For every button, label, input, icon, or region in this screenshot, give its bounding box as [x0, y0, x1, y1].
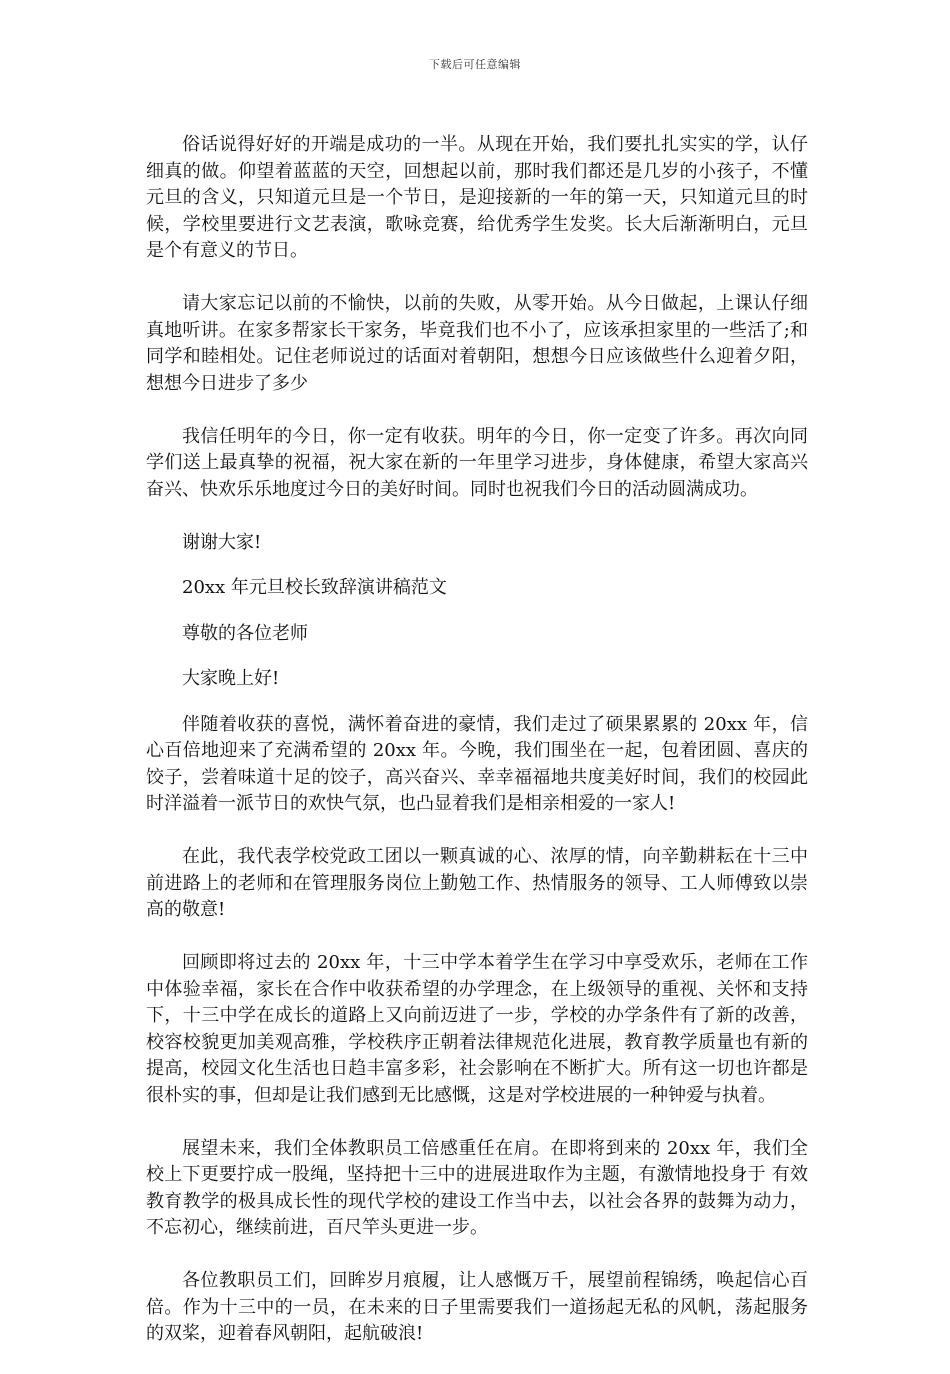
document-body	[146, 132, 808, 1374]
paragraph-7: 展望未来，我们全体教职员工倍感重任在肩。在即将到来的 20xx 年，我们全校上下更要拧成一股绳，坚持把十三中的进展进取作为主题，有激情地投身于 有效教育教学的极具成长性的现代学校的建设工作当中去，以社会各界的鼓舞为动力，不忘初心，继续前进，百尺竿头更进一步。	[146, 1137, 808, 1238]
paragraph-3: 我信任明年的今日，你一定有收获。明年的今日，你一定变了许多。再次向同学们送上最真挚的祝福，祝大家在新的一年里学习进步，身体健康，希望大家高兴奋兴、快欢乐乐地度过今日的美好时间。同时也祝我们今日的活动圆满成功。	[146, 425, 808, 500]
page-header: 下载后可任意编辑	[429, 58, 521, 71]
speech-title: 20xx 年元旦校长致辞演讲稿范文	[182, 577, 447, 598]
salutation: 尊敬的各位老师	[182, 622, 308, 644]
paragraph-5: 在此，我代表学校党政工团以一颗真诚的心、浓厚的情，向辛勤耕耘在十三中前进路上的老师和在管理服务岗位上勤勉工作、热情服务的领导、工人师傅致以崇高的敬意!	[146, 846, 808, 920]
greeting: 大家晚上好!	[182, 668, 280, 689]
paragraph-4: 伴随着收获的喜悦，满怀着奋进的豪情，我们走过了硕果累累的 20xx 年，信心百倍地迎来了充满希望的 20xx 年。今晚，我们围坐在一起，包着团圆、喜庆的饺子，尝着味道十足的饺子，高兴奋兴、幸幸福福地共度美好时间，我们的校园此时洋溢着一派节日的欢快气氛，也凸显着我们是相亲相爱的一家人!	[146, 713, 808, 814]
paragraph-2: 请大家忘记以前的不愉快，以前的失败，从零开始。从今日做起，上课认仔细真地听讲。在家多帮家长干家务，毕竟我们也不小了，应该承担家里的一些活了;和同学和睦相处。记住老师说过的话面对着朝阳，想想今日应该做些什么迎着夕阳，想想今日进步了多少	[146, 293, 808, 394]
paragraph-6: 回顾即将过去的 20xx 年，十三中学本着学生在学习中享受欢乐，老师在工作中体验幸福，家长在合作中收获希望的办学理念，在上级领导的重视、关怀和支持下，十三中学在成长的道路上又向前迈进了一步，学校的办学条件有了新的改善，校容校貌更加美观高雅，学校秩序正朝着法律规范化进展，教育教学质量也有新的提高，校园文化生活也日趋丰富多彩，社会影响在不断扩大。所有这一切也许都是很朴实的事，但却是让我们感到无比感慨，这是对学校进展的一种钟爱与执着。	[146, 952, 808, 1106]
closing-thanks: 谢谢大家!	[182, 531, 262, 553]
paragraph-1: 俗话说得好好的开端是成功的一半。从现在开始，我们要扎扎实实的学，认仔细真的做。仰望着蓝蓝的天空，回想起以前，那时我们都还是几岁的小孩子，不懂元旦的含义，只知道元旦是一个节日，是迎接新的一年的第一天，只知道元旦的时候，学校里要进行文艺表演，歌咏竞赛，给优秀学生发奖。长大后渐渐明白，元旦是个有意义的节日。	[146, 134, 808, 261]
paragraph-8: 各位教职员工们，回眸岁月痕履，让人感慨万千，展望前程锦绣，唤起信心百倍。作为十三中的一员，在未来的日子里需要我们一道扬起无私的风帆，荡起服务的双桨，迎着春风朝阳，起航破浪!	[146, 1270, 808, 1344]
